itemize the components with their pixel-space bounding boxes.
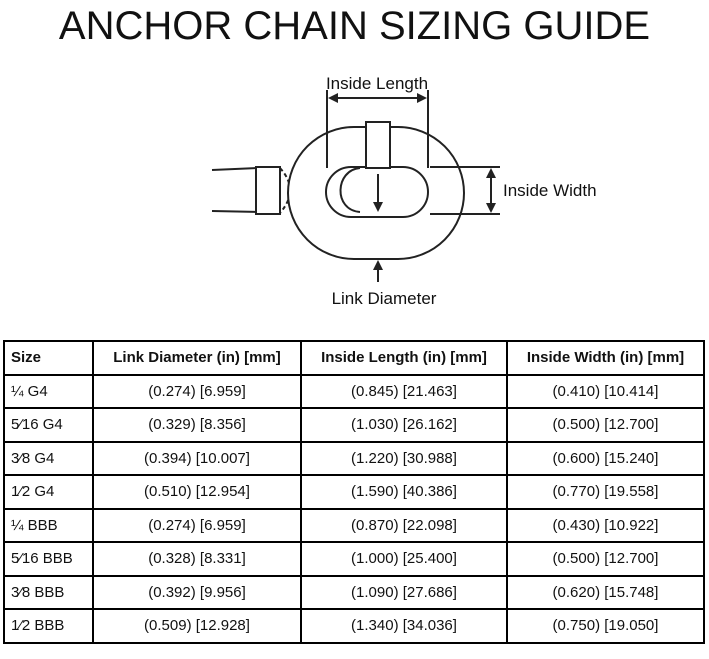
- link-diameter-cell: (0.392) [9.956]: [93, 576, 301, 610]
- link-diameter-cell: (0.274) [6.959]: [93, 509, 301, 543]
- link-diameter-cell: (0.394) [10.007]: [93, 442, 301, 476]
- inside-length-cell: (1.590) [40.386]: [301, 475, 507, 509]
- inside-width-cell: (0.500) [12.700]: [507, 408, 704, 442]
- table-row: [4, 375, 704, 409]
- link-diameter-cell: (0.329) [8.356]: [93, 408, 301, 442]
- table-row: [4, 576, 704, 610]
- link-diameter-dimension: [373, 260, 383, 282]
- size-cell: 5⁄16 BBB: [4, 542, 93, 576]
- size-cell: 3⁄8 BBB: [4, 576, 93, 610]
- inside-width-cell: (0.750) [19.050]: [507, 609, 704, 643]
- size-cell: 1⁄2 BBB: [4, 609, 93, 643]
- inside-length-cell: (1.340) [34.036]: [301, 609, 507, 643]
- link-diameter-cell: (0.510) [12.954]: [93, 475, 301, 509]
- inside-length-cell: (0.870) [22.098]: [301, 509, 507, 543]
- header-inside-width: Inside Width (in) [mm]: [507, 341, 704, 375]
- size-cell: ¼ G4: [4, 375, 93, 409]
- table-row: [4, 408, 704, 442]
- table-header-row: [4, 341, 704, 375]
- header-inside-length: Inside Length (in) [mm]: [301, 341, 507, 375]
- inside-length-cell: (0.845) [21.463]: [301, 375, 507, 409]
- table-row: [4, 609, 704, 643]
- size-cell: 1⁄2 G4: [4, 475, 93, 509]
- chain-link-svg: [0, 60, 709, 315]
- size-cell: 3⁄8 G4: [4, 442, 93, 476]
- inside-length-cell: (1.030) [26.162]: [301, 408, 507, 442]
- table-row: [4, 442, 704, 476]
- header-link-diameter: Link Diameter (in) [mm]: [93, 341, 301, 375]
- link-diameter-cell: (0.274) [6.959]: [93, 375, 301, 409]
- header-size: Size: [4, 341, 93, 375]
- inside-length-label: Inside Length: [325, 74, 429, 93]
- inside-length-cell: (1.220) [30.988]: [301, 442, 507, 476]
- inside-width-cell: (0.620) [15.748]: [507, 576, 704, 610]
- sizing-table: [3, 340, 705, 644]
- link-diameter-cell: (0.328) [8.331]: [93, 542, 301, 576]
- chain-link-diagram: [0, 60, 709, 315]
- table-row: [4, 509, 704, 543]
- size-cell: 5⁄16 G4: [4, 408, 93, 442]
- size-cell: ¼ BBB: [4, 509, 93, 543]
- inside-width-cell: (0.770) [19.558]: [507, 475, 704, 509]
- chain-link-graphic: [288, 122, 464, 259]
- inside-width-cell: (0.600) [15.240]: [507, 442, 704, 476]
- page-title: ANCHOR CHAIN SIZING GUIDE: [58, 4, 651, 48]
- inside-width-cell: (0.430) [10.922]: [507, 509, 704, 543]
- link-diameter-cell: (0.509) [12.928]: [93, 609, 301, 643]
- inside-width-cell: (0.410) [10.414]: [507, 375, 704, 409]
- table-row: [4, 475, 704, 509]
- table-row: [4, 542, 704, 576]
- inside-width-cell: (0.500) [12.700]: [507, 542, 704, 576]
- inside-length-cell: (1.090) [27.686]: [301, 576, 507, 610]
- inside-width-label: Inside Width: [503, 181, 597, 200]
- inside-length-cell: (1.000) [25.400]: [301, 542, 507, 576]
- link-diameter-label: Link Diameter: [331, 289, 437, 308]
